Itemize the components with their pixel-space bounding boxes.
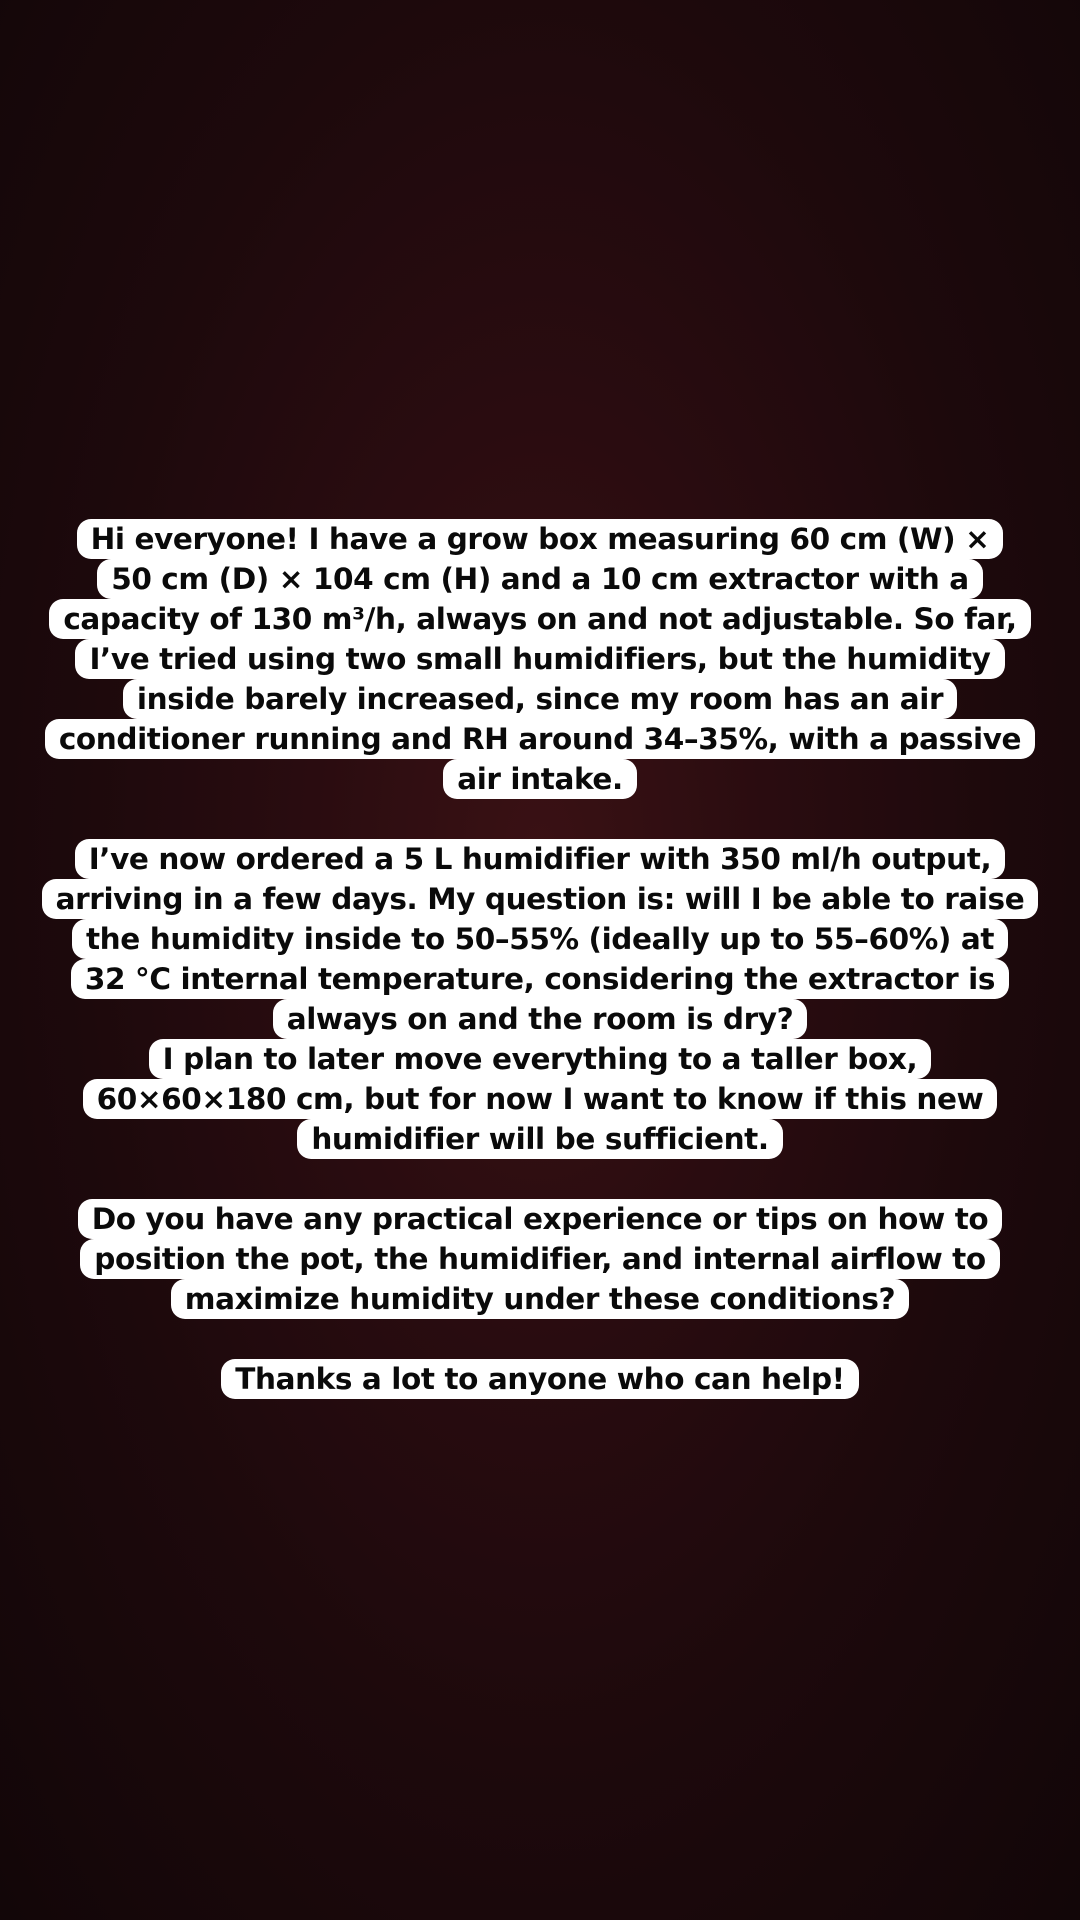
text-paragraph-question-main <box>0 839 1080 1159</box>
text-line <box>0 839 1080 879</box>
text-line-label: the humidity inside to 50–55% (ideally up to 55–60%) at <box>72 919 1008 959</box>
text-line <box>0 559 1080 599</box>
text-line <box>0 759 1080 799</box>
text-line-label: 60×60×180 cm, but for now I want to know if this new <box>83 1079 998 1119</box>
text-line-label: Hi everyone! I have a grow box measuring 60 cm (W) × <box>77 519 1004 559</box>
text-line <box>0 1279 1080 1319</box>
text-line <box>0 919 1080 959</box>
text-line <box>0 1359 1080 1399</box>
text-line <box>0 1199 1080 1239</box>
text-line-label: inside barely increased, since my room has an air <box>123 679 957 719</box>
text-line-label: I’ve tried using two small humidifiers, but the humidity <box>75 639 1004 679</box>
text-line-label: air intake. <box>443 759 637 799</box>
text-line <box>0 719 1080 759</box>
text-line <box>0 879 1080 919</box>
text-line-label: Thanks a lot to anyone who can help! <box>221 1359 858 1399</box>
text-line <box>0 599 1080 639</box>
text-paragraph-tips-request <box>0 1199 1080 1319</box>
text-paragraph-question-setup <box>0 519 1080 799</box>
text-line <box>0 1119 1080 1159</box>
text-line <box>0 519 1080 559</box>
text-line-label: maximize humidity under these conditions? <box>171 1279 909 1319</box>
text-line-label: arriving in a few days. My question is: will I be able to raise <box>42 879 1039 919</box>
text-line <box>0 999 1080 1039</box>
text-line-label: I’ve now ordered a 5 L humidifier with 350 ml/h output, <box>75 839 1006 879</box>
text-paragraph-thanks <box>0 1359 1080 1399</box>
text-line-label: 50 cm (D) × 104 cm (H) and a 10 cm extractor with a <box>97 559 983 599</box>
text-line-label: position the pot, the humidifier, and internal airflow to <box>80 1239 999 1279</box>
text-line-label: capacity of 130 m³/h, always on and not adjustable. So far, <box>49 599 1030 639</box>
text-line <box>0 1079 1080 1119</box>
text-line <box>0 959 1080 999</box>
text-line <box>0 1239 1080 1279</box>
text-line-label: I plan to later move everything to a taller box, <box>149 1039 932 1079</box>
text-line-label: humidifier will be sufficient. <box>297 1119 782 1159</box>
text-line <box>0 1039 1080 1079</box>
text-line <box>0 679 1080 719</box>
text-line-label: 32 °C internal temperature, considering the extractor is <box>71 959 1009 999</box>
text-line-label: conditioner running and RH around 34–35%, with a passive <box>45 719 1035 759</box>
text-line-label: always on and the room is dry? <box>273 999 808 1039</box>
text-line-label: Do you have any practical experience or tips on how to <box>78 1199 1003 1239</box>
text-line <box>0 639 1080 679</box>
